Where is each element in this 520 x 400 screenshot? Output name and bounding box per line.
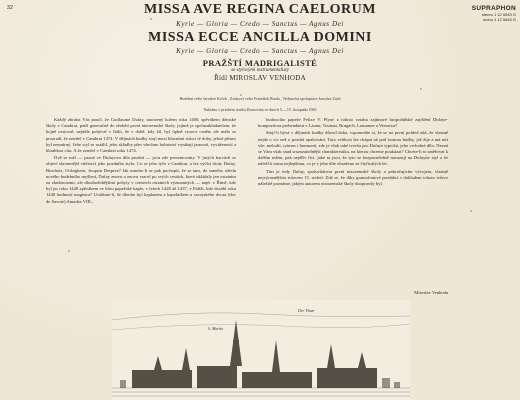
liner-notes-left-column <box>46 117 236 205</box>
liner-notes-right-column <box>258 117 448 187</box>
mass-movements-2: Kyrie — Gloria — Credo — Sanctus — Agnus Dei <box>176 47 344 55</box>
catalog-number-stereo: stereo 1 12 0643 G <box>481 12 516 17</box>
mass-movements-1: Kyrie — Gloria — Credo — Sanctus — Agnus Dei <box>176 20 344 28</box>
paper-speck <box>420 88 422 90</box>
liner-paragraph: budoucího papeže Felixe V. Plyne z tohoto vztahu zajímavé hospodářské zajištění Dufaye-kompozitora prebendami v Laonu, Tournai, Brugách, Lausanne a Versoixu? <box>258 117 448 129</box>
credits-line-1: Hudební režie Jaroslav Krček , Zvukový režie František Burda , Technická spolupráce Jaroslav Zach <box>179 96 341 101</box>
paper-speck <box>68 250 70 252</box>
ensemble-name: PRAŽŠTÍ MADRIGALISTÉ <box>202 58 318 68</box>
liner-paragraph: Dvě se mší — psaná ve Dufayova díla pozdní — jsou zde presentovány. V jiných barvách se objeví skromnější vítězství jeho pozdního stylu. Co se jeho týče v Cambrai, a lze vyčíst tituly Dufay, Binchois, Ockeghem, Josquin Desprez? Jak mnoho-li se pak pochopit, že se tam, do samého středu nového hudebního myšlení, Dufay znovu a znovu vracel po svých cestách, které ukládaly jen ostatním za zkušenostmi, ale dlouhodobějšími pobyty v centrech ostatních významných — např. v Římě, kde byl po roku 1428 zpěvákem ve kůru papežské kaple, v letech 1428 až 1437, v Paříži, kde dosáhl roku 1440 hodností magistra? Uvážíme-li, že dlouho byl kaplanem a kapelníkem u savojského dvora (doc de Savoie) Amadea VIII., <box>46 155 236 204</box>
engraving-caption-right: Der Thum <box>298 308 315 313</box>
credits-line-2: Nahráno v praském studiu Domovina ve dnech 5.—15. listopadu 1965 <box>203 107 317 112</box>
publisher-brand: SUPRAPHON <box>471 5 516 12</box>
production-credits <box>0 96 520 112</box>
engraving-image <box>112 300 410 400</box>
liner-paragraph: Stojí-li bývá v dějinách hudby důvod doba, vzpomeňte si, že se na první pohled zdá, že vlastně nejde o víc než o pozdní opakování. Tuto velikost lze chápat už pod formou hudby, jež žije a má mít vše: melodii, rytmus i harmonii, zde je však také tvorba pro Dufaye typická, jeho vrcholné dílo. Nezná se Vám však snad srozumitelnější charakteristika, na kterou chceme poukázat? Chcete-li to směřovat k dalším mším, pak nejdřív říci, jaké tu jsou, že tyto se bezprostředně navazují na Dufayův styl a že náleží k tomu nejlepšímu, co je v jeho díle obsaženo ze čtyřicátých let. <box>258 130 448 167</box>
liner-paragraph: Každý zhruba Vás poučí, že Guillaume Dufay, narozený kolem roku 1400, spěvákem dómské školy v Cambrai, patří generačně do období první nizozemské školy, jejímž je spoluzakladatelem, že hojně cestoval, nejdéle pobýval v Itálii, že v době, kdy žil, byl úplně vysoce ceněn; ale málo se prozradí, že zemřel v Cambrai 1474. V dějinách hudby stojí mezi hlavními tvůrci té doby, jehož přínos byl nesmírný. Jeho styl se ustálil, jeho skladby přes všechno bohatství vynikají jasností, vyvážeností a hloubkou citu. A že zemřel v Cambrai roku 1474. <box>46 117 236 154</box>
ensemble-note: se stylovými instrumentalisty <box>231 68 289 73</box>
engraving-caption-left: S. Martin <box>208 326 224 331</box>
mass-title-1: MISSA AVE REGINA CAELORUM <box>143 2 376 17</box>
mass-title-2: MISSA ECCE ANCILLA DOMINI <box>148 30 372 45</box>
corner-mark: 32 <box>7 5 13 11</box>
paper-speck <box>470 210 472 212</box>
liner-paragraph: Tím je tedy Dufay, spoluvůdcem první nizozemské školy a pokračujícím vývojem, vlastně nejvýraznějším tvůrcem 15. století. Zdá se, že díky gramofonové produkci s dokladem tohoto tvůrce náležitě poznáme, jakým autorem nizozemské školy doopravdy byl. <box>258 168 448 187</box>
conductor-credit: Řídí MIROSLAV VENHODA <box>214 74 306 82</box>
author-signature: Miroslav Venhoda <box>414 290 448 295</box>
cambrai-engraving <box>112 300 410 400</box>
catalog-number-mono: mono 1 12 0643 G <box>482 17 516 22</box>
